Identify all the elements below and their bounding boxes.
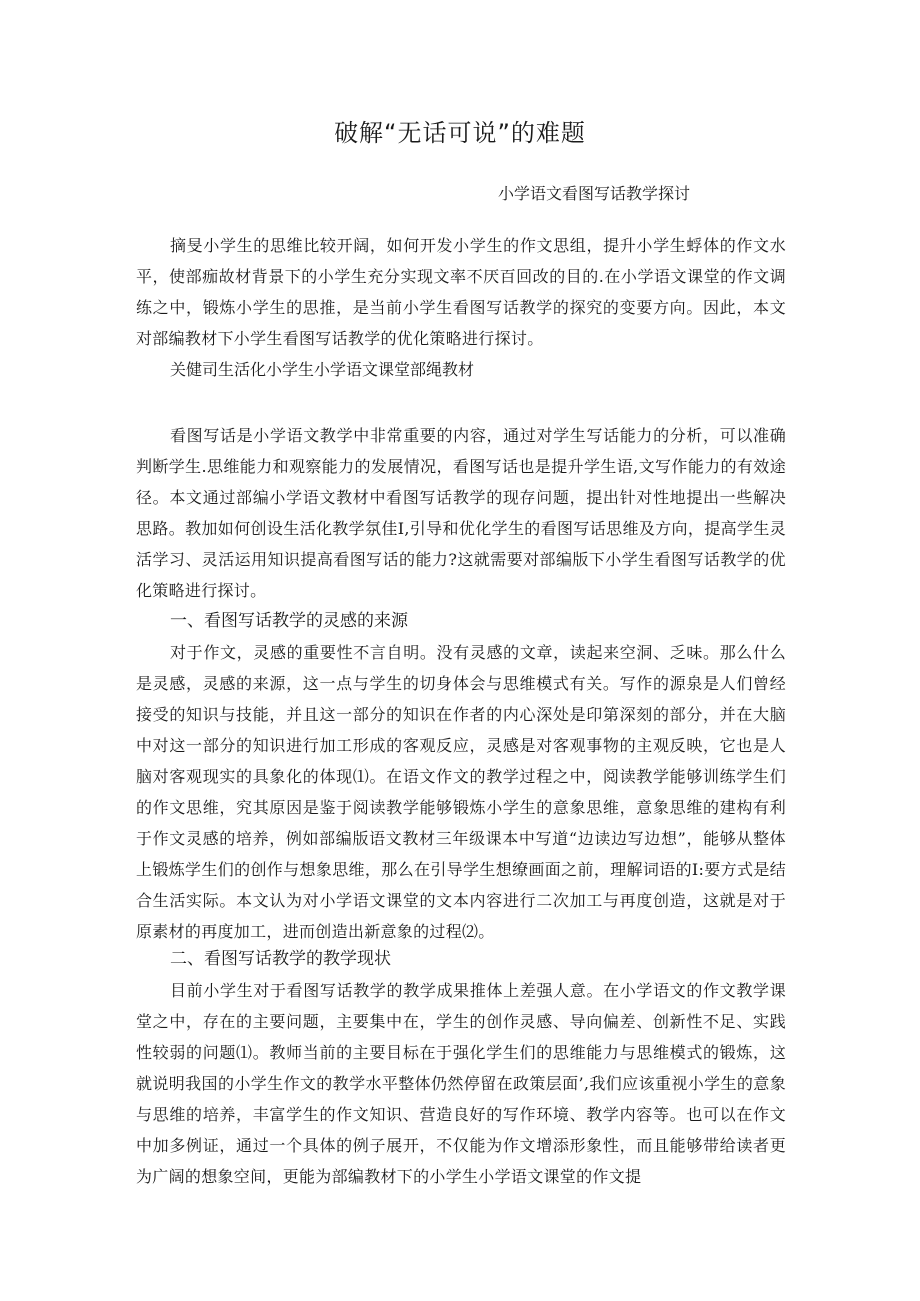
section-1-paragraph: 对于作文，灵感的重要性不言自明。没有灵感的文章，读起来空洞、乏味。那么什么是灵感，灵感的来源，这一点与学生的切身体会与思维模式有关。写作的源泉是人们曾经接受的知识与技能，并且这一部分的知识在作者的内心深处是印第深刻的部分，并在大脑中对这一部分的知识进行加工形成的客观反应，灵感是对客观事物的主观反映，它也是人脑对客观现实的具象化的体现⑴。在语文作文的教学过程之中，阅读教学能够训练学生们的作文思维，究其原因是鉴于阅读教学能够锻炼小学生的意象思维，意象思维的建构有利于作文灵感的培养，例如部编版语文教材三年级课本中写道“边读边写边想”，能够从整体上锻炼学生们的创作与想象思维，那么在引导学生想缭画面之前，理解词语的I:要方式是结合生活实际。本文认为对小学语文课堂的文本内容进行二次加工与再度创造，这就是对于原素材的再度加工，进而创造出新意象的过程⑵。 [136, 643, 786, 941]
intro-paragraph: 看图写话是小学语文教学中非常重要的内容，通过对学生写话能力的分析，可以准确判断学生.思维能力和观察能力的发展情况，看图写话也是提升学生语,文写作能力的有效途径。本文通过部编小学语文教材中看图写话教学的现存问题，提出针对性地提出一些解决思路。教加如何创设生活化教学氛佳I,引导和优化学生的看图写话思维及方向，提高学生灵活学习、灵活运用知识提高看图写话的能力?这就需要对部编版下小学生看图写话教学的优化策略进行探讨。 [136, 426, 786, 600]
document-title: 破解“无话可说”的难题 [334, 119, 586, 147]
keywords-line: 关健司生活化小学生小学语文课堂部绳教材 [170, 360, 475, 379]
document-subtitle: 小学语文看图写话教学探讨 [498, 184, 691, 203]
section-1-heading: 一、看图写话教学的灵感的来源 [170, 611, 408, 631]
section-2-paragraph: 目前小学生对于看图写话教学的教学成果推体上差强人意。在小学语文的作文教学课堂之中，存在的主要问题，主要集中在，学生的创作灵感、导向偏差、创新性不足、实践性较弱的问题⑴。教师当前的主要目标在于强化学生们的思维能力与思维模式的锻炼，这就说明我国的小学生作文的教学水平整体仍然停留在政策层面’,我们应该重视小学生的意象与思维的培养，丰富学生的作文知识、营造良好的写作环境、教学内容等。也可以在作文中加多例证，通过一个具体的例子展开，不仅能为作文增添形象性，而且能够带给读者更为广阔的想象空间，更能为部编教材下的小学生小学语文课堂的作文提 [136, 981, 786, 1186]
section-2-heading: 二、看图写话教学的教学现状 [170, 949, 391, 969]
abstract-paragraph: 摘旻小学生的思维比较开阔，如何开发小学生的作文思组，提升小学生蜉体的作文水平，使部痂故材背景下的小学生充分实现文率不厌百回改的目的.在小学语文课堂的作文调练之中，锻炼小学生的思推，是当前小学生看图写话教学的探究的变要方向。因此，本文对部编教材下小学生看图写话教学的优化策略进行探讨。 [136, 236, 786, 348]
